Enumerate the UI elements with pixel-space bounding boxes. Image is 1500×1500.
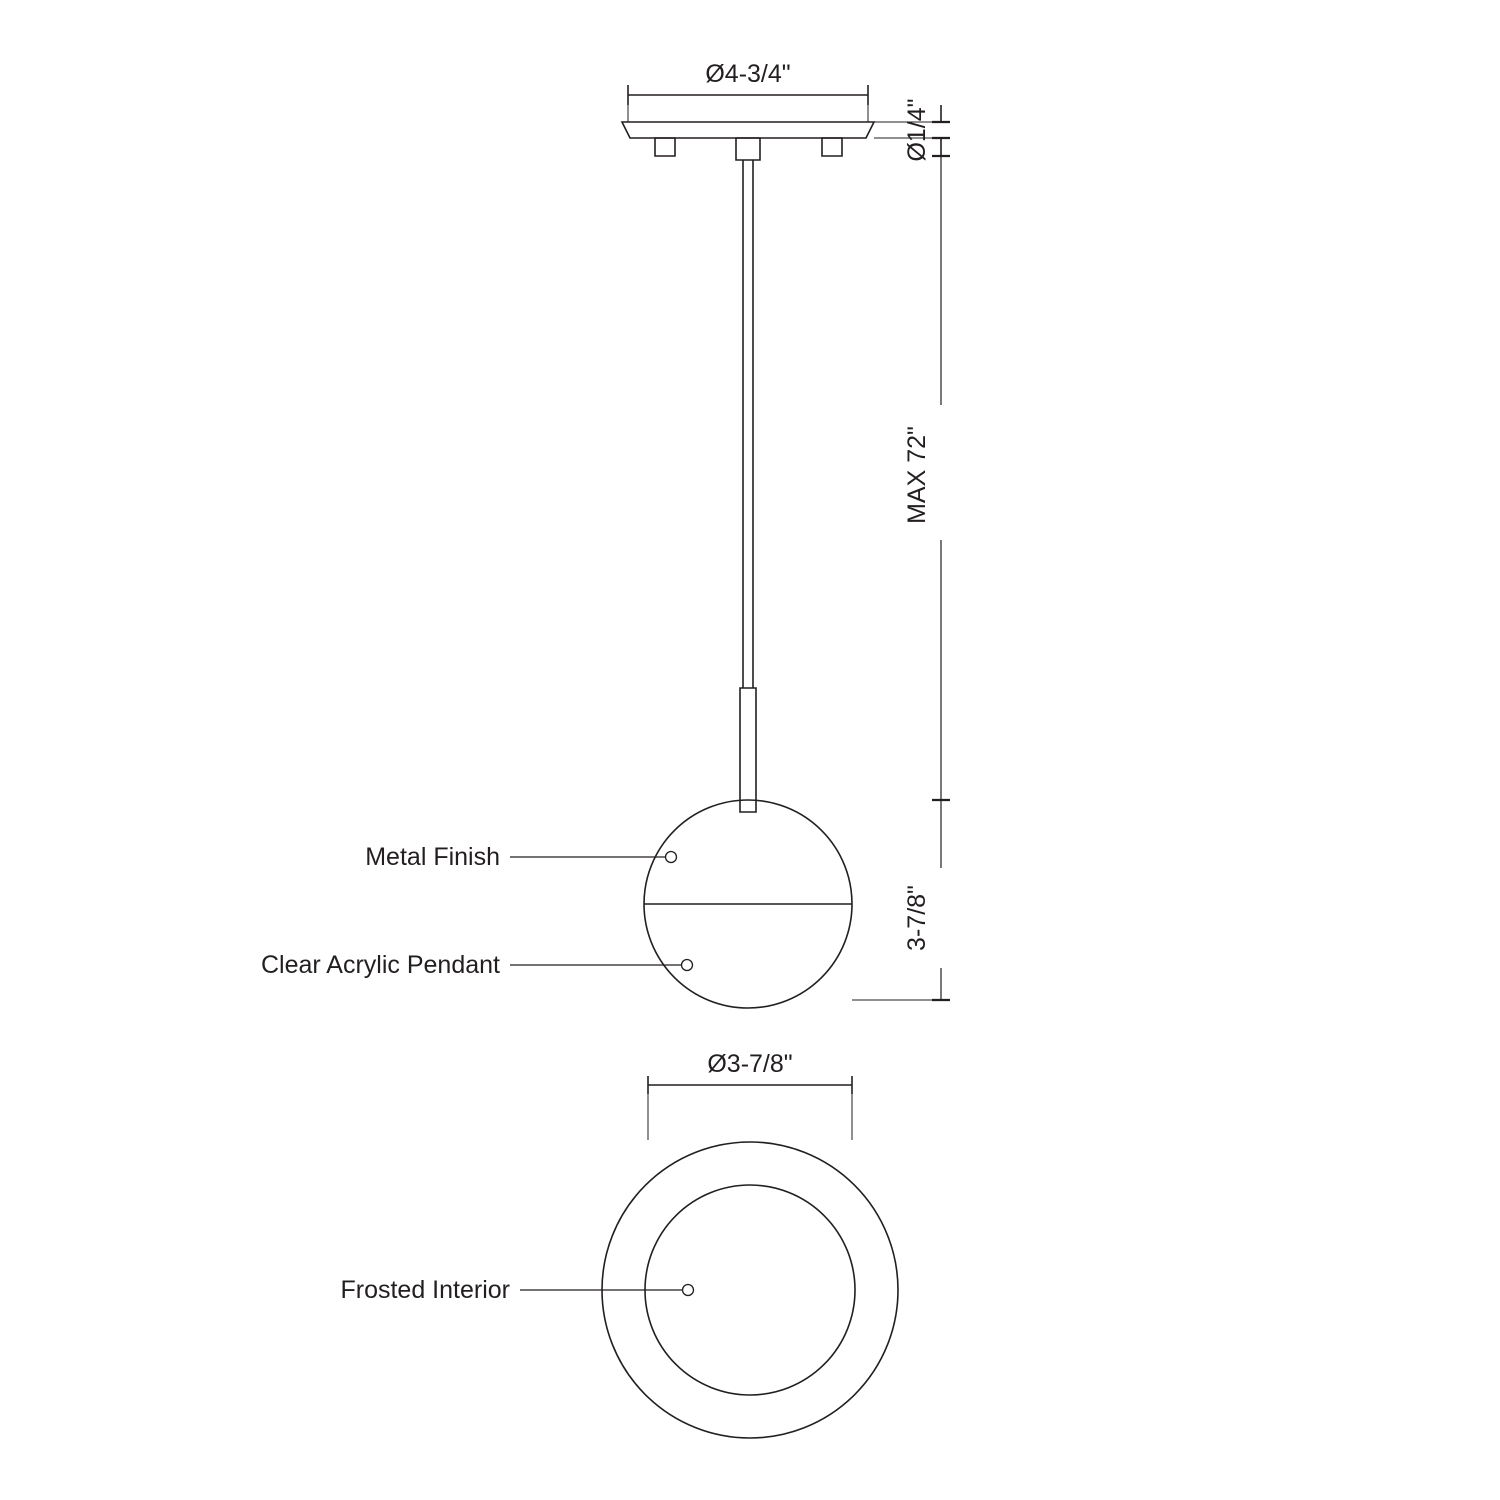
canopy-thickness-label: Ø1/4" [903, 98, 931, 162]
globe-elevation [644, 800, 852, 1008]
canopy-assembly [622, 122, 874, 160]
cord-grip [736, 138, 760, 160]
globe-height-label: 3-7/8" [903, 885, 931, 951]
cord-stem [740, 160, 756, 812]
callout-metal-finish [365, 843, 676, 871]
frosted-interior-leader-dot [683, 1285, 694, 1296]
dimension-globe-diameter [648, 1050, 852, 1140]
clear-acrylic-label: Clear Acrylic Pendant [260, 951, 500, 979]
dimension-max-drop [903, 156, 950, 800]
callout-frosted-interior [340, 1276, 693, 1304]
canopy-plate [622, 122, 874, 138]
canopy-standoff-right [822, 138, 842, 156]
dimension-canopy-diameter [628, 60, 868, 122]
max-drop-label: MAX 72" [903, 426, 931, 524]
metal-finish-leader-dot [666, 852, 677, 863]
canopy-diameter-label: Ø4-3/4" [705, 60, 791, 88]
socket-sleeve [740, 688, 756, 812]
frosted-interior-label: Frosted Interior [340, 1276, 510, 1304]
clear-acrylic-leader-dot [682, 960, 693, 971]
globe-diameter-label: Ø3-7/8" [707, 1050, 793, 1078]
callout-clear-acrylic-pendant [261, 951, 693, 979]
canopy-standoff-left [655, 138, 675, 156]
dimension-canopy-thickness [874, 98, 950, 161]
metal-finish-label: Metal Finish [365, 843, 500, 871]
dimension-globe-height [852, 800, 950, 1000]
